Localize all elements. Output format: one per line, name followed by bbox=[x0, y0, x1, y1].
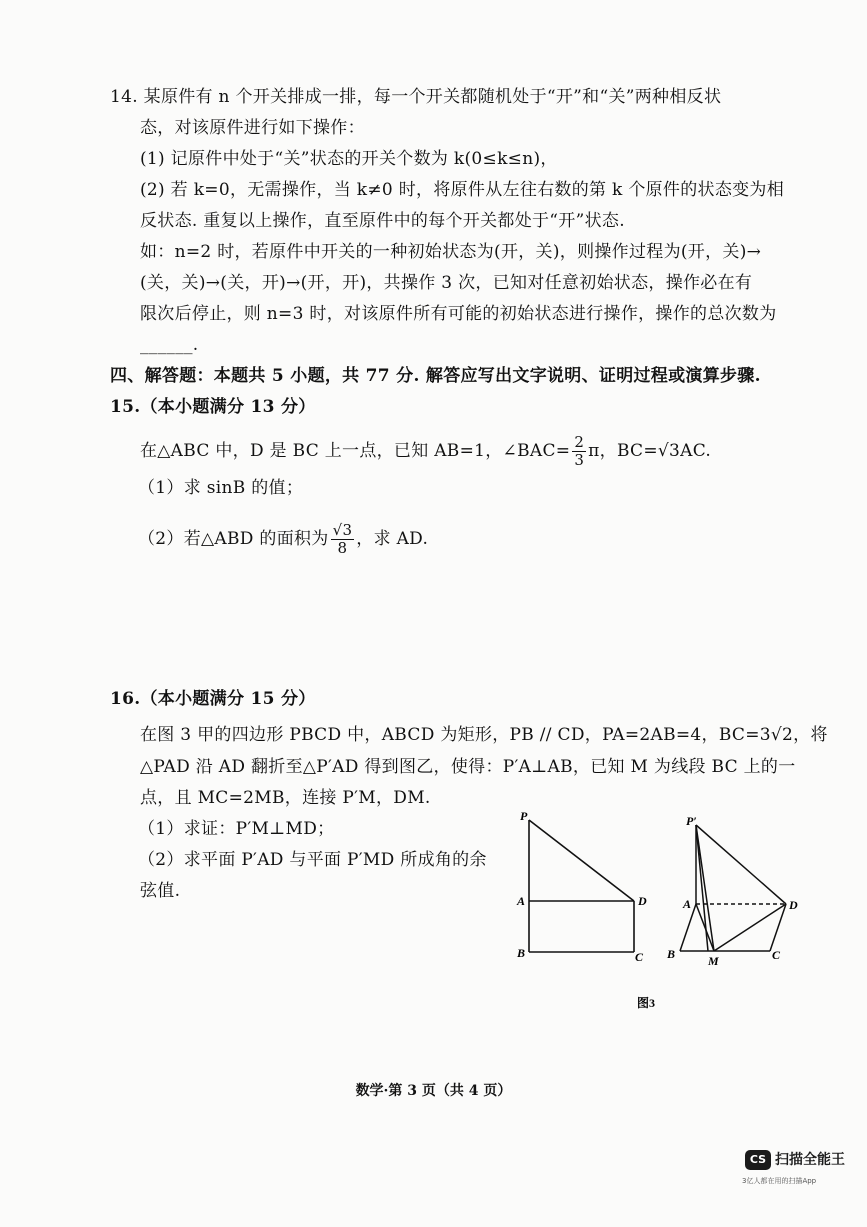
q15-area-fraction bbox=[331, 522, 355, 557]
section-4-heading: 四、解答题：本题共 5 小题，共 77 分. 解答应写出文字说明、证明过程或演算步骤. bbox=[110, 366, 761, 386]
fig-right-label-D: D bbox=[789, 898, 798, 912]
q14-line-8: 限次后停止，则 n=3 时，对该原件所有可能的初始状态进行操作，操作的总次数为 bbox=[140, 304, 777, 324]
figure-caption: 图3 bbox=[637, 996, 656, 1010]
q16-line-3: 点，且 MC=2MB，连接 P′M，DM. bbox=[140, 788, 431, 808]
figure-3 bbox=[500, 805, 820, 1020]
fig-left-label-D: D bbox=[638, 894, 647, 908]
q14-line-6: 如：n=2 时，若原件中开关的一种初始状态为(开，关)，则操作过程为(开，关)→ bbox=[140, 242, 762, 262]
q15-stem-b: π，BC=√3AC. bbox=[588, 441, 712, 461]
q16-part-2-line-2: 弦值. bbox=[140, 881, 181, 901]
q14-line-3: (1) 记原件中处于“关”状态的开关个数为 k(0≤k≤n)， bbox=[140, 149, 558, 169]
camscanner-name: 扫描全能王 bbox=[775, 1152, 845, 1168]
q16-part-2-line-1: （2）求平面 P′AD 与平面 P′MD 所成角的余 bbox=[138, 850, 487, 870]
fraction-denominator: 8 bbox=[337, 539, 348, 557]
fraction-numerator: 2 bbox=[574, 433, 585, 451]
camscanner-watermark bbox=[742, 1150, 857, 1208]
q14-line-7: (关，关)→(关，开)→(开，开)，共操作 3 次，已知对任意初始状态，操作必在有 bbox=[140, 273, 753, 293]
q15-heading: 15.（本小题满分 13 分） bbox=[110, 397, 316, 417]
camscanner-logo-icon: CS bbox=[745, 1150, 771, 1170]
fig-left-label-A: A bbox=[517, 894, 526, 908]
q15-part-2 bbox=[138, 522, 428, 557]
fraction-denominator: 3 bbox=[574, 451, 585, 469]
q14-line-1: 14. 某原件有 n 个开关排成一排，每一个开关都随机处于“开”和“关”两种相反状 bbox=[110, 87, 722, 107]
q16-line-1: 在图 3 甲的四边形 PBCD 中，ABCD 为矩形，PB // CD，PA=2AB=4，BC=3√2，将 bbox=[140, 725, 828, 745]
fig-right-label-C: C bbox=[772, 948, 781, 962]
q16-line-2: △PAD 沿 AD 翻折至△P′AD 得到图乙，使得：P′A⊥AB，已知 M 为线段 BC 上的一 bbox=[140, 757, 796, 777]
q14-answer-blank: ______. bbox=[140, 335, 199, 355]
fraction-numerator: √3 bbox=[332, 521, 353, 539]
q15-stem bbox=[140, 434, 711, 469]
q16-heading: 16.（本小题满分 15 分） bbox=[110, 689, 316, 709]
q14-line-2: 态，对该原件进行如下操作： bbox=[140, 118, 365, 138]
q15-part-2-b: ，求 AD. bbox=[356, 529, 429, 549]
fig-left-label-B: B bbox=[517, 946, 526, 960]
page-footer: 数学·第 3 页（共 4 页） bbox=[355, 1083, 512, 1099]
q15-part-1: （1）求 sinB 的值； bbox=[138, 478, 304, 498]
camscanner-tagline: 3亿人都在用的扫描App bbox=[742, 1177, 817, 1185]
fig-left-label-P: P bbox=[520, 809, 528, 823]
fig-left-label-C: C bbox=[635, 950, 644, 964]
fig-right-label-P-prime: P′ bbox=[686, 814, 697, 828]
figure-left-quadrilateral bbox=[529, 820, 634, 952]
q14-line-4: (2) 若 k=0，无需操作，当 k≠0 时，将原件从左往右数的第 k 个原件的状态变为相 bbox=[140, 180, 785, 200]
fig-right-label-M: M bbox=[708, 954, 719, 968]
q15-angle-fraction bbox=[572, 434, 586, 469]
q16-part-1: （1）求证：P′M⊥MD； bbox=[138, 819, 335, 839]
fig-right-label-A: A bbox=[683, 897, 692, 911]
fig-right-label-B: B bbox=[667, 947, 676, 961]
q14-line-5: 反状态. 重复以上操作，直至原件中的每个开关都处于“开”状态. bbox=[140, 211, 625, 231]
q15-stem-a: 在△ABC 中，D 是 BC 上一点，已知 AB=1，∠BAC= bbox=[140, 441, 571, 461]
q15-part-2-a: （2）若△ABD 的面积为 bbox=[138, 529, 329, 549]
figure-right-pyramid bbox=[680, 825, 786, 951]
